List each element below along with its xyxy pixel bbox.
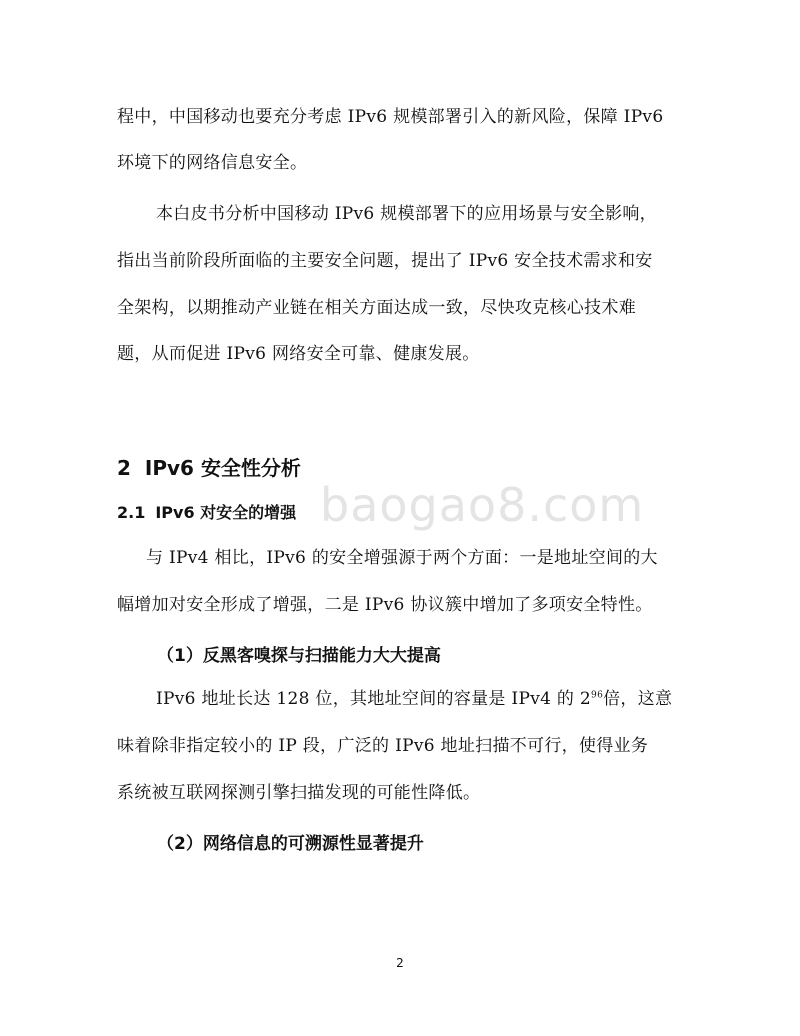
text-segment: 倍，这意 — [603, 689, 673, 709]
watermark: baogao8.com — [320, 478, 645, 532]
paragraph-line — [156, 688, 672, 710]
section-heading — [117, 452, 301, 481]
paragraph-line: 程中，中国移动也要充分考虑 IPv6 规模部署引入的新风险，保障 IPv6 — [117, 107, 664, 127]
page-number: 2 — [396, 956, 404, 970]
section-title: IPv6 安全性分析 — [144, 456, 301, 480]
point-heading: （2）网络信息的可溯源性显著提升 — [157, 834, 424, 854]
paragraph-line: 本白皮书分析中国移动 IPv6 规模部署下的应用场景与安全影响， — [156, 204, 657, 224]
paragraph-line: 全架构，以期推动产业链在相关方面达成一致，尽快攻克核心技术难 — [117, 298, 636, 318]
paragraph-line: 题，从而促进 IPv6 网络安全可靠、健康发展。 — [117, 344, 480, 364]
exponent: 96 — [591, 690, 604, 701]
paragraph-line: 幅增加对安全形成了增强，二是 IPv6 协议簇中增加了多项安全特性。 — [117, 595, 653, 615]
subsection-title: IPv6 对安全的增强 — [155, 503, 297, 522]
point-heading: （1）反黑客嗅探与扫描能力大大提高 — [157, 646, 441, 666]
paragraph-line: 环境下的网络信息安全。 — [117, 153, 308, 173]
paragraph-line: 与 IPv4 相比，IPv6 的安全增强源于两个方面：一是地址空间的大 — [146, 548, 658, 568]
paragraph-line: 指出当前阶段所面临的主要安全问题，提出了 IPv6 安全技术需求和安 — [117, 251, 653, 271]
paragraph-line: 系统被互联网探测引擎扫描发现的可能性降低。 — [117, 783, 481, 803]
section-number: 2 — [117, 456, 131, 480]
subsection-number: 2.1 — [117, 503, 146, 522]
paragraph-line: 味着除非指定较小的 IP 段，广泛的 IPv6 地址扫描不可行，使得业务 — [117, 736, 649, 756]
text-segment: IPv6 地址长达 128 位，其地址空间的容量是 IPv4 的 2 — [156, 689, 592, 709]
subsection-heading — [117, 500, 296, 523]
